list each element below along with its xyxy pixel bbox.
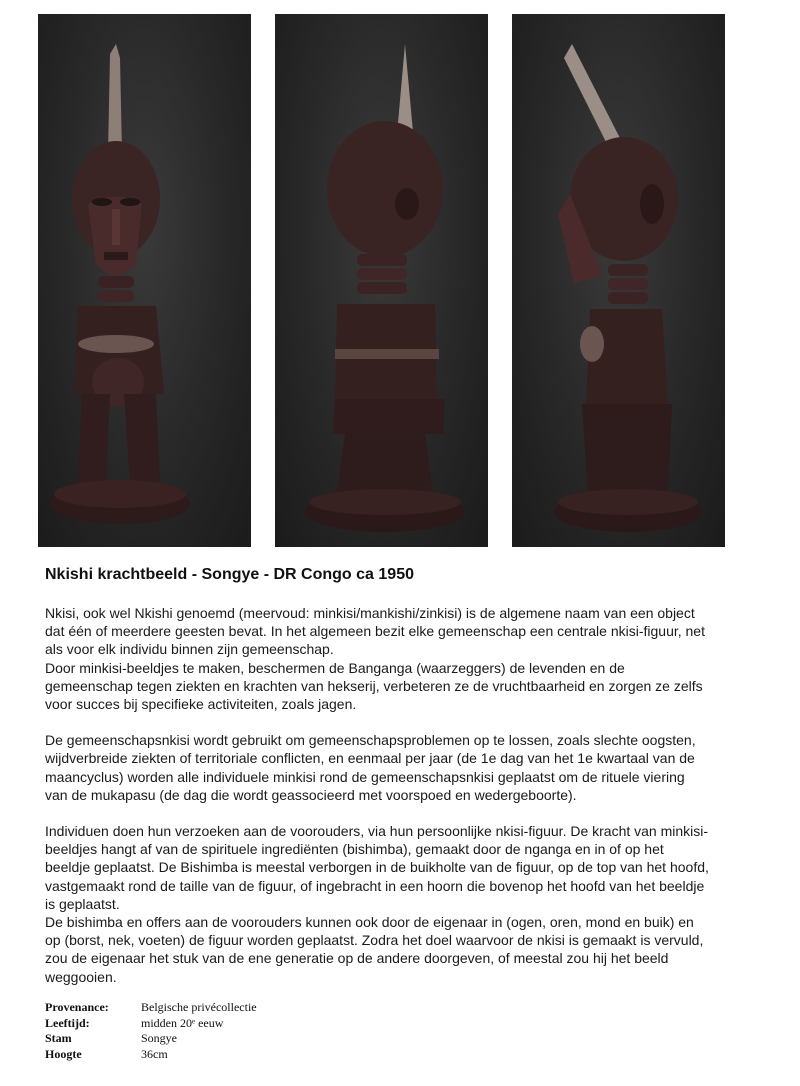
detail-label: Provenance:	[45, 1000, 109, 1014]
detail-value: Songye	[141, 1031, 177, 1045]
paragraph-individual-nkisi: Individuen doen hun verzoeken aan de voorouders, via hun persoonlijke nkisi-figuur. De kracht van minkisi- beeldjes hangt af van de spirituele ingrediënten (bishimba), gemaakt door de nganga en in of op het beeldje geplaatst. De Bishimba is meestal verborgen in de buikholte van de figuur, op de top van het hoofd, vastgemaakt rond de taille van de figuur, of ingebracht in een hoorn die bovenop het hoofd van het beeldje is geplaatst. De bishimba en offers aan de voorouders kunnen ook door de eigenaar in (ogen, oren, mond en buik) en op (borst, nek, voeten) de figuur worden geplaatst. Zodra het doel waarvoor de nkisi is gemaakt is vervuld, zou de eigenaar het stuk van de ene generatie op de andere doorgeven, of meestal zou hij het beeld weggooien.	[45, 823, 709, 985]
detail-label: Hoogte	[45, 1046, 82, 1061]
detail-row-tribe	[45, 1031, 257, 1047]
detail-label: Leeftijd:	[45, 1015, 90, 1030]
photo-figure-profile	[512, 14, 725, 547]
paragraph-nkisi-intro: Nkisi, ook wel Nkishi genoemd (meervoud: minkisi/mankishi/zinkisi) is de algemene naam van een object dat één of meerdere geesten bevat. In het algemeen bezit elke gemeenschap een centrale nkisi-figuur, net als voor elk individu binnen zijn gemeenschap. Door minkisi-beeldjes te maken, beschermen de Banganga (waarzeggers) de levenden en de gemeenschap tegen ziekten en krachten van hekserij, verbeteren ze de vruchtbaarheid en zorgen ze zelfs voor succes bij specifieke activiteiten, zoals jagen.	[45, 605, 705, 713]
detail-value: Belgische privécollectie	[141, 1000, 257, 1014]
detail-value: 36cm	[141, 1046, 168, 1061]
description-text	[45, 604, 760, 986]
detail-row-provenance	[45, 1000, 257, 1016]
detail-row-height	[45, 1047, 257, 1063]
detail-row-age	[45, 1016, 257, 1032]
paragraph-community-nkisi: De gemeenschapsnkisi wordt gebruikt om gemeenschapsproblemen op te lossen, zoals slechte oogsten, wijdverbreide ziekten of territoriale conflicten, en eenmaal per jaar (de 1e dag van het 1e kwartaal van de maancyclus) worden alle individuele minkisi rond de gemeenschapsnkisi geplaatst om de rituele viering van de mukapasu (de dag die wordt geassocieerd met voorspoed en wedergeboorte).	[45, 732, 696, 803]
detail-label: Stam	[45, 1031, 72, 1045]
page-title: Nkishi krachtbeeld - Songye - DR Congo ca 1950	[45, 566, 414, 583]
details-table	[45, 1000, 257, 1062]
detail-value: midden 20ᵉ eeuw	[141, 1015, 224, 1030]
photo-figure-side	[275, 14, 488, 547]
photo-figure-front	[38, 14, 251, 547]
